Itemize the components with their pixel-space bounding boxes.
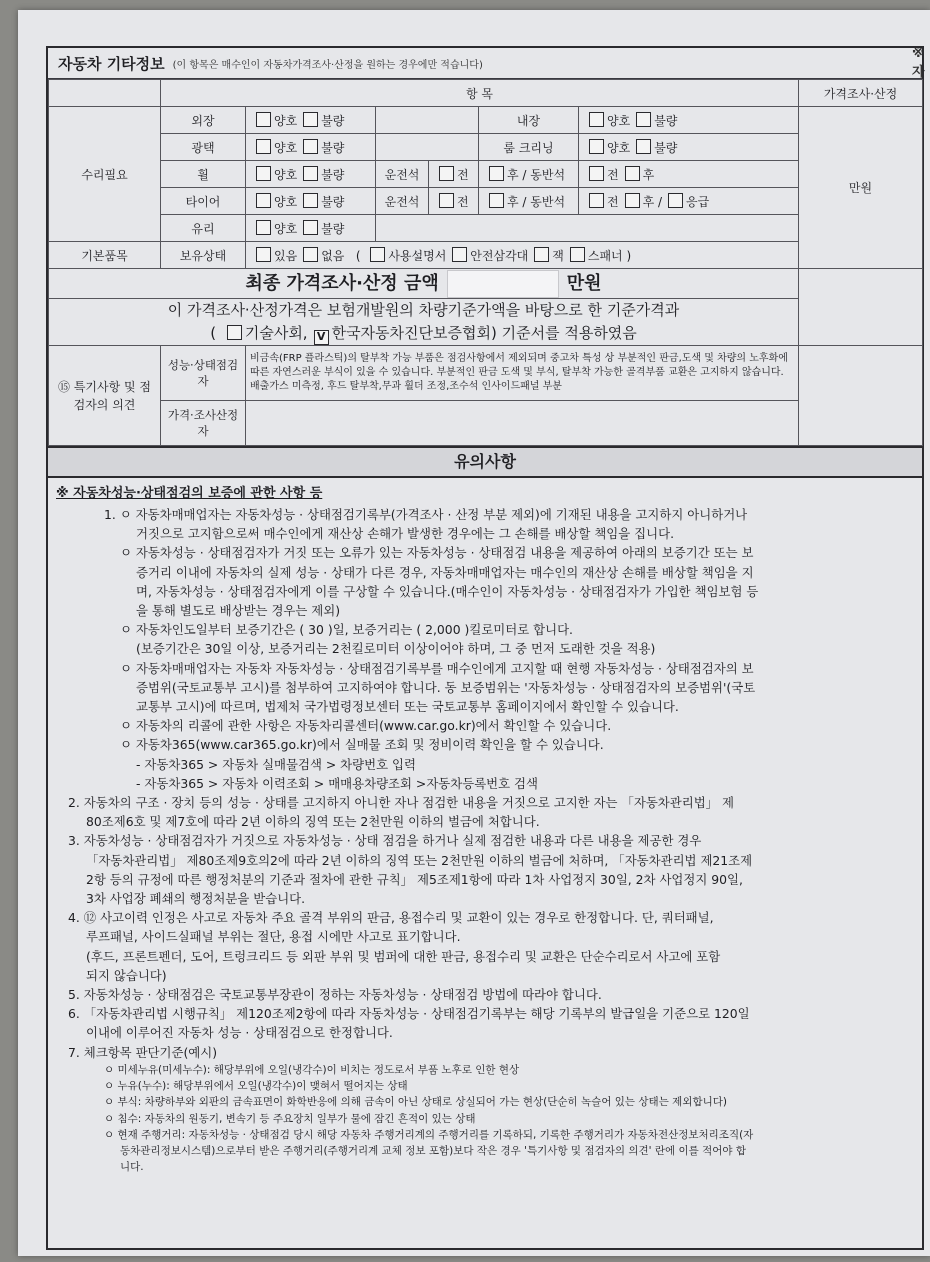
repair-row-name: 유리 (161, 215, 246, 242)
note-line: ㅇ 자동차인도일부터 보증기간은 ( 30 )일, 보증거리는 ( 2,000 )킬로미터로 합니다. (120, 622, 573, 638)
check-group: 양호 불량 (246, 188, 376, 215)
repair-row-name: 타이어 (161, 188, 246, 215)
checkbox-good[interactable] (256, 139, 271, 154)
checkbox-front[interactable] (589, 166, 604, 181)
notes-body (48, 505, 922, 1175)
appraiser-opinion[interactable] (246, 401, 799, 446)
note-line: ㅇ 자동차365(www.car365.go.kr)에서 실매물 조회 및 정비이력 확인을 할 수 있습니다. (120, 737, 604, 753)
note-line: (보증기간은 30일 이상, 보증거리는 2천킬로미터 이상이어야 하며, 그 중 먼저 도래한 것을 적용) (136, 641, 656, 657)
checkbox-tech-society[interactable] (227, 325, 242, 340)
checkbox-bad[interactable] (636, 139, 651, 154)
checkbox-emergency[interactable] (668, 193, 683, 208)
check-group: 양호 불량 (246, 107, 376, 134)
note-line: (후드, 프론트펜더, 도어, 트렁크리드 등 외판 부위 및 범퍼에 대한 판금, 용접수리 및 교환은 단순수리로서 사고에 포함 (86, 948, 721, 964)
note-line: 3. 자동차성능 · 상태점검자가 거짓으로 자동차성능 · 상태 점검을 하거나 실제 점검한 내용과 다른 내용을 제공한 경우 (68, 833, 702, 849)
inspector-label: 성능·상태점검자 (161, 346, 246, 401)
section-subtitle: (이 항목은 매수인이 자동차가격조사·산정을 원하는 경우에만 적습니다) (172, 59, 483, 71)
seat-label: 운전석 (376, 188, 429, 215)
notes-section-heading: ※ 자동차성능·상태점검의 보증에 관한 사항 등 (56, 486, 323, 501)
note-line: 증거리 이내에 자동차의 실제 성능 · 상태가 다른 경우, 자동차매매업자는 매수인의 재산상 손해를 배상할 책임을 지 (136, 564, 754, 580)
note-line: 되지 않습니다) (86, 967, 167, 983)
note-line: 「자동차관리법」 제80조제9호의2에 따라 2년 이하의 징역 또는 2천만원 이하의 벌금에 처하며, 「자동차관리법 제21조제 (86, 852, 753, 868)
basis-line1: 이 가격조사·산정가격은 보험개발원의 차량기준가액을 바탕으로 한 기준가격과 (167, 301, 680, 319)
checkbox-front[interactable] (589, 193, 604, 208)
note-line: 교통부 고시)에 따르며, 법제처 국가법령정보센터 또는 국토교통부 홈페이지에서 확인할 수 있습니다. (136, 699, 679, 715)
note-line: 을 통해 별도로 배상받는 경우는 제외) (136, 603, 341, 619)
note-line: - 자동차365 > 자동차 실매물검색 > 차량번호 입력 (136, 756, 416, 772)
notes-title: 유의사항 (48, 446, 922, 478)
note-line: 며, 자동차성능 · 상태점검자에게 이를 구상할 수 있습니다.(매수인이 자동차성능 · 상태점검자가 가입한 책임보험 등 (136, 583, 759, 599)
note-line: ㅇ 부식: 차량하부와 외판의 금속표면이 화학반응에 의해 금속이 아닌 상태로 상실되어 가는 현상(단순히 녹슬어 있는 상태는 제외합니다) (104, 1096, 727, 1109)
checkbox-bad[interactable] (303, 220, 318, 235)
column-price-header: 가격조사·산정 (799, 80, 923, 107)
seat-label: 운전석 (376, 161, 429, 188)
note-line: 2. 자동차의 구조 · 장치 등의 성능 · 상태를 고지하지 아니한 자나 점검한 내용을 거짓으로 고지한 자는 「자동차관리법」 제 (68, 795, 734, 811)
inspection-form (46, 46, 924, 1250)
note-line: 1. ㅇ 자동차매매업자는 자동차성능 · 상태점검기록부(가격조사 · 산정 부분 제외)에 기재된 내용을 고지하지 아니하거나 (104, 507, 748, 522)
check-group: 양호 불량 (579, 107, 799, 134)
note-line: 2항 등의 규정에 따른 행정처분의 기준과 절차에 관한 규칙」 제5조제1항에 따라 1차 사업정지 30일, 2차 사업정지 90일, (86, 871, 743, 887)
checkbox-good[interactable] (256, 166, 271, 181)
basic-items-status: 보유상태 (161, 242, 246, 269)
repair-label: 수리필요 (49, 107, 161, 242)
check-group: 전 후 (579, 161, 799, 188)
final-amount-unit: 만원 (566, 273, 602, 294)
final-amount-label: 최종 가격조사·산정 금액 (245, 273, 439, 294)
note-line: 3차 사업장 폐쇄의 행정처분을 받습니다. (86, 891, 306, 907)
price-basis: 이 가격조사·산정가격은 보험개발원의 차량기준가액을 바탕으로 한 기준가격과 ( 기술사회, V 한국자동차진단보증협회) 기준서를 적용하였음 (49, 299, 799, 346)
checkbox-bad[interactable] (303, 112, 318, 127)
final-amount-field[interactable] (447, 270, 559, 298)
inspector-opinion: 비금속(FRP 플라스틱)의 탈부착 가능 부품은 점검사항에서 제외되며 중고차 특성 상 부분적인 판금,도색 및 차량의 노후화에 따른 자연스러운 부식이 있을 수 있습니다. 부분적인 판금 도색 및 부식, 탈부착 가능한 골격부품 교환은 고지하지 않습니다. 배출가스 미측정, 후드 탈부착,무과 휠더 조정,조수석 인사이드패널 부분 (246, 346, 799, 401)
check-group: 후 / 동반석 (479, 161, 579, 188)
checkbox-manual[interactable] (370, 247, 385, 262)
note-line: 니다. (120, 1161, 144, 1174)
check-group: 양호 불량 (246, 161, 376, 188)
checkbox-bad[interactable] (303, 139, 318, 154)
repair-row-name: 내장 (479, 107, 579, 134)
repair-row-name: 휠 (161, 161, 246, 188)
checkbox-spanner[interactable] (570, 247, 585, 262)
price-unit: 만원 (799, 107, 923, 269)
final-amount-row (49, 269, 799, 299)
repair-table (48, 79, 923, 446)
basic-items-label: 기본품목 (49, 242, 161, 269)
checkbox-bad[interactable] (303, 193, 318, 208)
note-line: - 자동차365 > 자동차 이력조회 > 매매용차량조회 >자동차등록번호 검색 (136, 775, 538, 791)
check-group: 전 후 / 응급 (579, 188, 799, 215)
section-title: 자동차 기타정보 (58, 54, 165, 73)
checkbox-good[interactable] (256, 193, 271, 208)
checkbox-good[interactable] (256, 112, 271, 127)
checkbox-front[interactable] (439, 166, 454, 181)
note-line: 7. 체크항목 판단기준(예시) (68, 1044, 218, 1060)
checkbox-jack[interactable] (534, 247, 549, 262)
checkbox-no[interactable] (303, 247, 318, 262)
checkbox-front[interactable] (439, 193, 454, 208)
basic-items-checks: 있음 없음 ( 사용설명서 안전삼각대 잭 스패너 ) (246, 242, 799, 269)
column-item-header: 항 목 (161, 80, 799, 107)
repair-row-name: 룸 크리닝 (479, 134, 579, 161)
check-group: 후 / 동반석 (479, 188, 579, 215)
note-line: ㅇ 자동차성능 · 상태점검자가 거짓 또는 오류가 있는 자동차성능 · 상태점검 내용을 제공하여 아래의 보증기간 또는 보 (120, 545, 754, 561)
document-sheet (18, 10, 930, 1256)
note-line: 4. ⑫ 사고이력 인정은 사고로 자동차 주요 골격 부위의 판금, 용접수리 및 교환이 있는 경우로 한정합니다. 단, 쿼터패널, (68, 910, 714, 926)
note-line: 동차관리정보시스템)으로부터 받은 주행거리(주행거리계 교체 정보 포함)보다 작은 경우 '특기사항 및 점검자의 의견' 란에 이를 적어야 합 (120, 1144, 746, 1157)
checkbox-good[interactable] (589, 112, 604, 127)
note-line: 거짓으로 고지함으로써 매수인에게 재산상 손해가 발생한 경우에는 그 손해를 배상할 책임을 집니다. (136, 526, 675, 542)
checkbox-triangle[interactable] (452, 247, 467, 262)
checkbox-kadia[interactable]: V (314, 330, 329, 345)
note-line: ㅇ 자동차매매업자는 자동차 자동차성능 · 상태점검기록부를 매수인에게 고지할 때 현행 자동차성능 · 상태점검자의 보 (120, 660, 754, 676)
repair-row-name: 광택 (161, 134, 246, 161)
note-line: 5. 자동차성능 · 상태점검은 국토교통부장관이 정하는 자동차성능 · 상태점검 방법에 따라야 합니다. (68, 987, 602, 1003)
checkbox-yes[interactable] (256, 247, 271, 262)
checkbox-good[interactable] (589, 139, 604, 154)
checkbox-rear-passenger[interactable] (489, 166, 504, 181)
checkbox-rear-passenger[interactable] (489, 193, 504, 208)
checkbox-bad[interactable] (303, 166, 318, 181)
note-line: 이내에 이루어진 자동차 성능 · 상태점검으로 한정합니다. (86, 1025, 393, 1041)
note-line: ㅇ 현재 주행거리: 자동차성능 · 상태점검 당시 해당 자동차 주행거리계의 주행거리를 기록하되, 기록한 주행거리가 자동차전산정보처리조직(자 (104, 1128, 754, 1141)
check-group: 양호 불량 (246, 215, 376, 242)
check-group: 전 (429, 188, 479, 215)
note-line: 루프패널, 사이드실패널 부위는 절단, 용접 시에만 사고로 표기합니다. (86, 929, 461, 945)
repair-row-name: 외장 (161, 107, 246, 134)
note-line: ㅇ 미세누유(미세누수): 해당부위에 오일(냉각수)이 비치는 정도로서 부품 노후로 인한 현상 (104, 1063, 520, 1076)
note-line: 80조제6호 및 제7호에 따라 2년 이하의 징역 또는 2천만원 이하의 벌금에 처합니다. (86, 814, 540, 830)
checkbox-rear[interactable] (625, 166, 640, 181)
note-line: 증범위(국토교통부 고시)를 첨부하여 고지하여야 합니다. 동 보증범위는 '자동차성능 · 상태점검자의 보증범위'(국토 (136, 679, 756, 695)
check-group: 양호 불량 (579, 134, 799, 161)
check-group: 전 (429, 161, 479, 188)
note-line: ㅇ 침수: 자동차의 원동기, 변속기 등 주요장치 일부가 물에 잠긴 흔적이 있는 상태 (104, 1112, 476, 1125)
appraiser-label: 가격·조사산정자 (161, 401, 246, 446)
note-line: 6. 「자동차관리법 시행규칙」 제120조제2항에 따라 자동차성능 · 상태점검기록부는 해당 기록부의 발급일을 기준으로 120일 (68, 1006, 750, 1022)
checkbox-good[interactable] (256, 220, 271, 235)
note-line: ㅇ 자동차의 리콜에 관한 사항은 자동차리콜센터(www.car.go.kr)에서 확인할 수 있습니다. (120, 718, 612, 734)
side-note: ※ 자 (912, 46, 925, 80)
section-header (48, 48, 922, 79)
special-notes-label: ⑮ 특기사항 및 점검자의 의견 (49, 346, 161, 446)
checkbox-bad[interactable] (636, 112, 651, 127)
checkbox-rear[interactable] (625, 193, 640, 208)
note-line: ㅇ 누유(누수): 해당부위에서 오일(냉각수)이 맺혀서 떨어지는 상태 (104, 1080, 408, 1093)
check-group: 양호 불량 (246, 134, 376, 161)
